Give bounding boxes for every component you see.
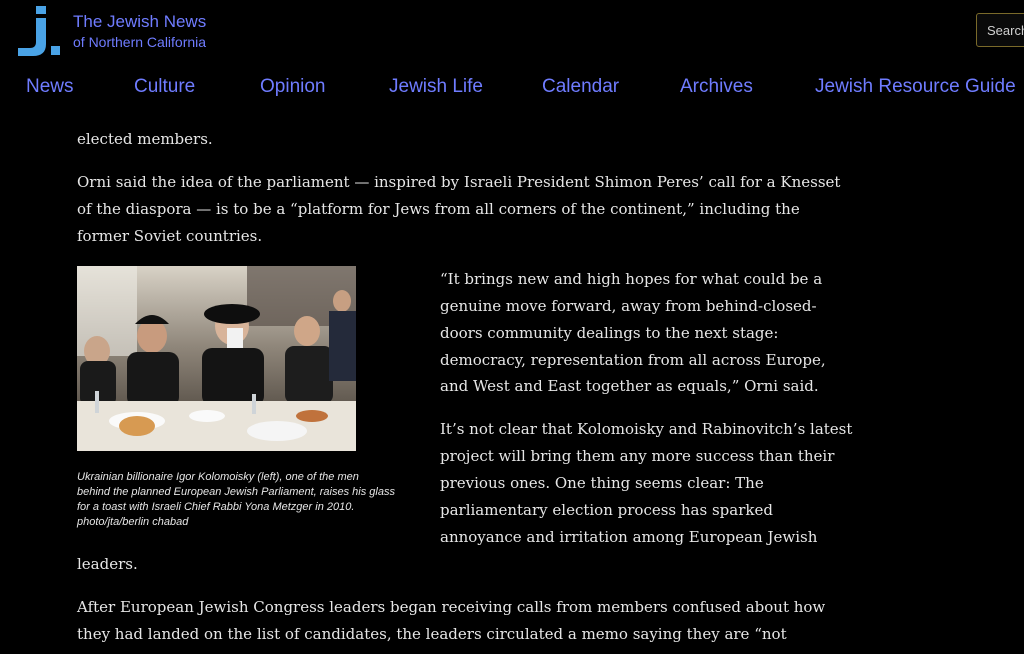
- paragraph-line: It’s not clear that Kolomoisky and Rabinovitch’s latest: [440, 420, 853, 438]
- paragraph-line: former Soviet countries.: [77, 227, 263, 245]
- paragraph-line: “It brings new and high hopes for what could be a: [440, 270, 823, 288]
- nav-item-archives[interactable]: Archives: [680, 76, 753, 97]
- nav-item-opinion[interactable]: Opinion: [260, 76, 326, 97]
- paragraph-line: they had landed on the list of candidates, the leaders circulated a memo saying they are “not: [77, 625, 787, 643]
- paragraph-line: After European Jewish Congress leaders began receiving calls from members confused about how: [77, 598, 826, 616]
- paragraph-line: of the diaspora — is to be a “platform for Jews from all corners of the continent,” including the: [77, 200, 800, 218]
- site-logo[interactable]: [16, 6, 64, 58]
- paragraph-line: project will bring them any more success than their: [440, 447, 835, 465]
- paragraph-line: leaders.: [77, 555, 138, 573]
- caption-line: Ukrainian billionaire Igor Kolomoisky (left), one of the men: [77, 471, 359, 483]
- paragraph-line: elected members.: [77, 130, 213, 148]
- site-name[interactable]: [73, 12, 206, 52]
- paragraph-line: Orni said the idea of the parliament — inspired by Israeli President Shimon Peres’ call for a Knesset: [77, 173, 841, 191]
- nav-item-news[interactable]: News: [26, 76, 74, 97]
- paragraph-line: democracy, representation from all across Europe,: [440, 351, 826, 369]
- nav-item-calendar[interactable]: Calendar: [542, 76, 620, 97]
- nav-item-culture[interactable]: Culture: [134, 76, 196, 97]
- paragraph-line: genuine move forward, away from behind-closed-: [440, 297, 817, 315]
- nav-item-jewish-resource-guide[interactable]: Jewish Resource Guide: [815, 76, 1016, 97]
- paragraph-line: annoyance and irritation among European Jewish: [440, 528, 818, 546]
- caption-line: photo/jta/berlin chabad: [77, 516, 189, 528]
- photo-caption: [77, 470, 422, 530]
- article-photo: [77, 266, 356, 451]
- site-name-line2: of Northern California: [73, 34, 207, 50]
- search-input[interactable]: [976, 13, 1024, 47]
- paragraph-line: doors community dealings to the next stage:: [440, 324, 779, 342]
- caption-line: behind the planned European Jewish Parliament, raises his glass: [77, 486, 395, 498]
- site-name-line1: The Jewish News: [73, 12, 207, 31]
- paragraph-line: parliamentary election process has sparked: [440, 501, 773, 519]
- main-nav: [0, 76, 1024, 102]
- paragraph-line: and West and East together as equals,” Orni said.: [440, 377, 819, 395]
- caption-line: for a toast with Israeli Chief Rabbi Yona Metzger in 2010.: [77, 501, 355, 513]
- nav-item-jewish-life[interactable]: Jewish Life: [389, 76, 483, 97]
- paragraph-line: previous ones. One thing seems clear: The: [440, 474, 764, 492]
